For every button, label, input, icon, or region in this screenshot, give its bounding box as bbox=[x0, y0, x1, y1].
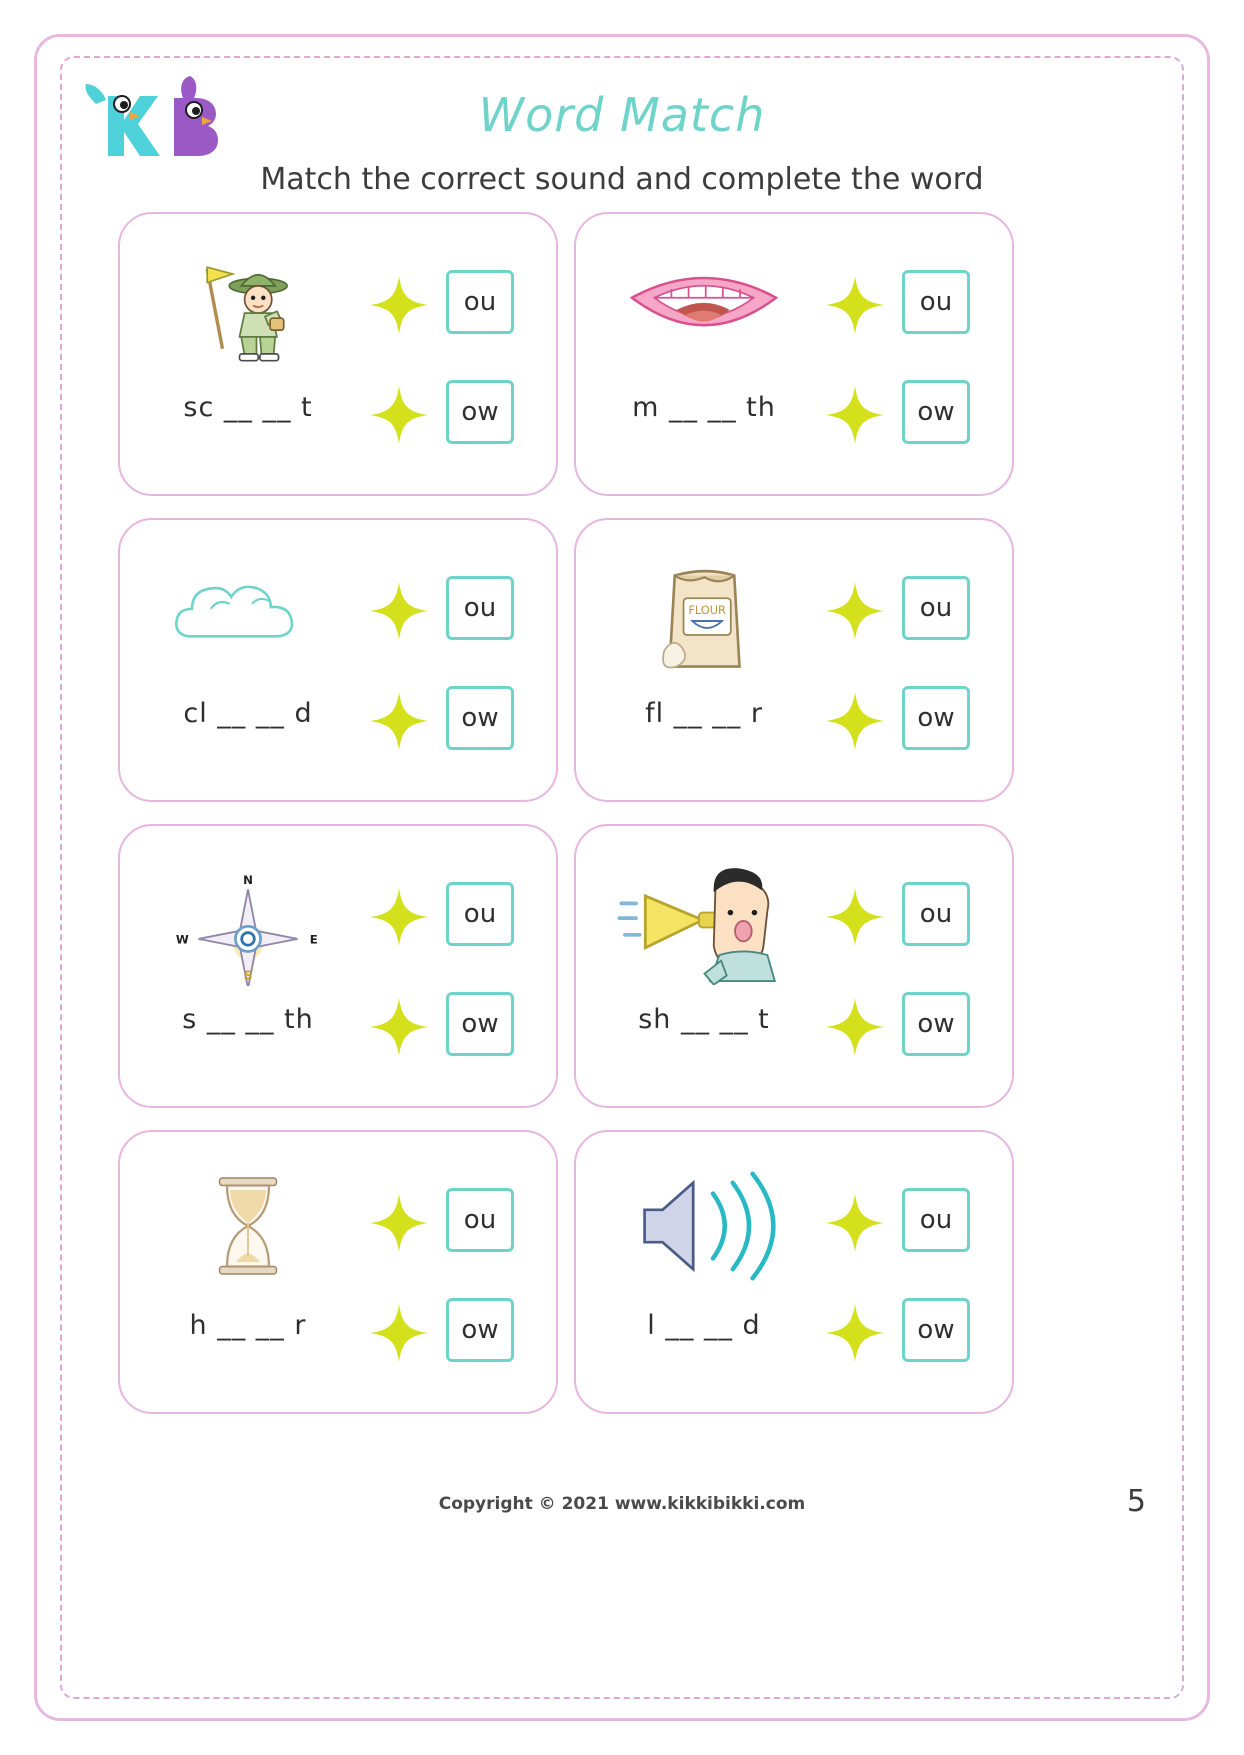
exercise-card bbox=[118, 1130, 558, 1414]
answer-choices bbox=[902, 874, 982, 1074]
sparkle-icon bbox=[368, 384, 430, 446]
choice-box-ou[interactable]: ou bbox=[446, 576, 514, 640]
sparkle-icon bbox=[368, 1192, 430, 1254]
sparkle-icon bbox=[824, 1192, 886, 1254]
page-subtitle: Match the correct sound and complete the word bbox=[260, 162, 984, 197]
star-pair bbox=[368, 1180, 440, 1370]
exercise-card bbox=[574, 212, 1014, 496]
sparkle-icon bbox=[368, 1302, 430, 1364]
sparkle-icon bbox=[824, 886, 886, 948]
word-prompt: h __ __ r bbox=[189, 1310, 307, 1341]
exercise-grid bbox=[118, 212, 1014, 1414]
star-pair bbox=[368, 874, 440, 1064]
star-pair bbox=[368, 568, 440, 758]
choice-box-ou[interactable]: ou bbox=[902, 1188, 970, 1252]
sparkle-icon bbox=[824, 580, 886, 642]
choice-box-ou[interactable]: ou bbox=[902, 576, 970, 640]
cloud-icon bbox=[148, 544, 348, 684]
page-title: Word Match bbox=[478, 88, 766, 142]
compass-label-north: N bbox=[243, 873, 253, 887]
scout-boy-icon bbox=[148, 238, 348, 378]
word-prompt: sh __ __ t bbox=[638, 1004, 770, 1035]
answer-choices bbox=[902, 262, 982, 462]
answer-choices bbox=[446, 262, 526, 462]
answer-choices bbox=[446, 568, 526, 768]
choice-box-ow[interactable]: ow bbox=[902, 1298, 970, 1362]
choice-box-ou[interactable]: ou bbox=[446, 1188, 514, 1252]
choice-box-ow[interactable]: ow bbox=[902, 380, 970, 444]
mouth-icon bbox=[604, 238, 804, 378]
choice-box-ow[interactable]: ow bbox=[446, 686, 514, 750]
choice-box-ow[interactable]: ow bbox=[446, 992, 514, 1056]
exercise-card bbox=[574, 518, 1014, 802]
exercise-card bbox=[118, 824, 558, 1108]
answer-choices bbox=[902, 568, 982, 768]
star-pair bbox=[824, 1180, 896, 1370]
loudspeaker-icon bbox=[604, 1156, 804, 1296]
compass-south-icon bbox=[148, 850, 348, 990]
sparkle-icon bbox=[368, 580, 430, 642]
sparkle-icon bbox=[824, 690, 886, 752]
sparkle-icon bbox=[368, 274, 430, 336]
copyright-notice: Copyright © 2021 www.kikkibikki.com bbox=[438, 1494, 806, 1514]
word-prompt: m __ __ th bbox=[632, 392, 776, 423]
exercise-card bbox=[574, 824, 1014, 1108]
sparkle-icon bbox=[824, 1302, 886, 1364]
exercise-card bbox=[574, 1130, 1014, 1414]
answer-choices bbox=[446, 874, 526, 1074]
sparkle-icon bbox=[368, 886, 430, 948]
star-pair bbox=[824, 874, 896, 1064]
answer-choices bbox=[446, 1180, 526, 1380]
compass-label-east: E bbox=[309, 932, 318, 947]
hourglass-icon bbox=[148, 1156, 348, 1296]
choice-box-ou[interactable]: ou bbox=[446, 270, 514, 334]
word-prompt: l __ __ d bbox=[647, 1310, 761, 1341]
sparkle-icon bbox=[824, 996, 886, 1058]
choice-box-ow[interactable]: ow bbox=[902, 992, 970, 1056]
page-number: 5 bbox=[1126, 1484, 1146, 1519]
choice-box-ow[interactable]: ow bbox=[446, 1298, 514, 1362]
choice-box-ou[interactable]: ou bbox=[446, 882, 514, 946]
star-pair bbox=[824, 262, 896, 452]
word-prompt: cl __ __ d bbox=[183, 698, 313, 729]
exercise-card bbox=[118, 212, 558, 496]
compass-label-west: W bbox=[175, 932, 189, 947]
choice-box-ou[interactable]: ou bbox=[902, 270, 970, 334]
flour-bag-label: FLOUR bbox=[687, 603, 726, 617]
choice-box-ow[interactable]: ow bbox=[902, 686, 970, 750]
sparkle-icon bbox=[824, 384, 886, 446]
word-prompt: sc __ __ t bbox=[183, 392, 313, 423]
sparkle-icon bbox=[824, 274, 886, 336]
sparkle-icon bbox=[368, 996, 430, 1058]
answer-choices bbox=[902, 1180, 982, 1380]
word-prompt: s __ __ th bbox=[182, 1004, 314, 1035]
choice-box-ou[interactable]: ou bbox=[902, 882, 970, 946]
star-pair bbox=[368, 262, 440, 452]
choice-box-ow[interactable]: ow bbox=[446, 380, 514, 444]
word-prompt: fl __ __ r bbox=[645, 698, 763, 729]
compass-label-south: S bbox=[243, 967, 253, 983]
sparkle-icon bbox=[368, 690, 430, 752]
flour-bag-icon bbox=[604, 544, 804, 684]
exercise-card bbox=[118, 518, 558, 802]
star-pair bbox=[824, 568, 896, 758]
boy-shouting-megaphone-icon bbox=[604, 850, 804, 990]
